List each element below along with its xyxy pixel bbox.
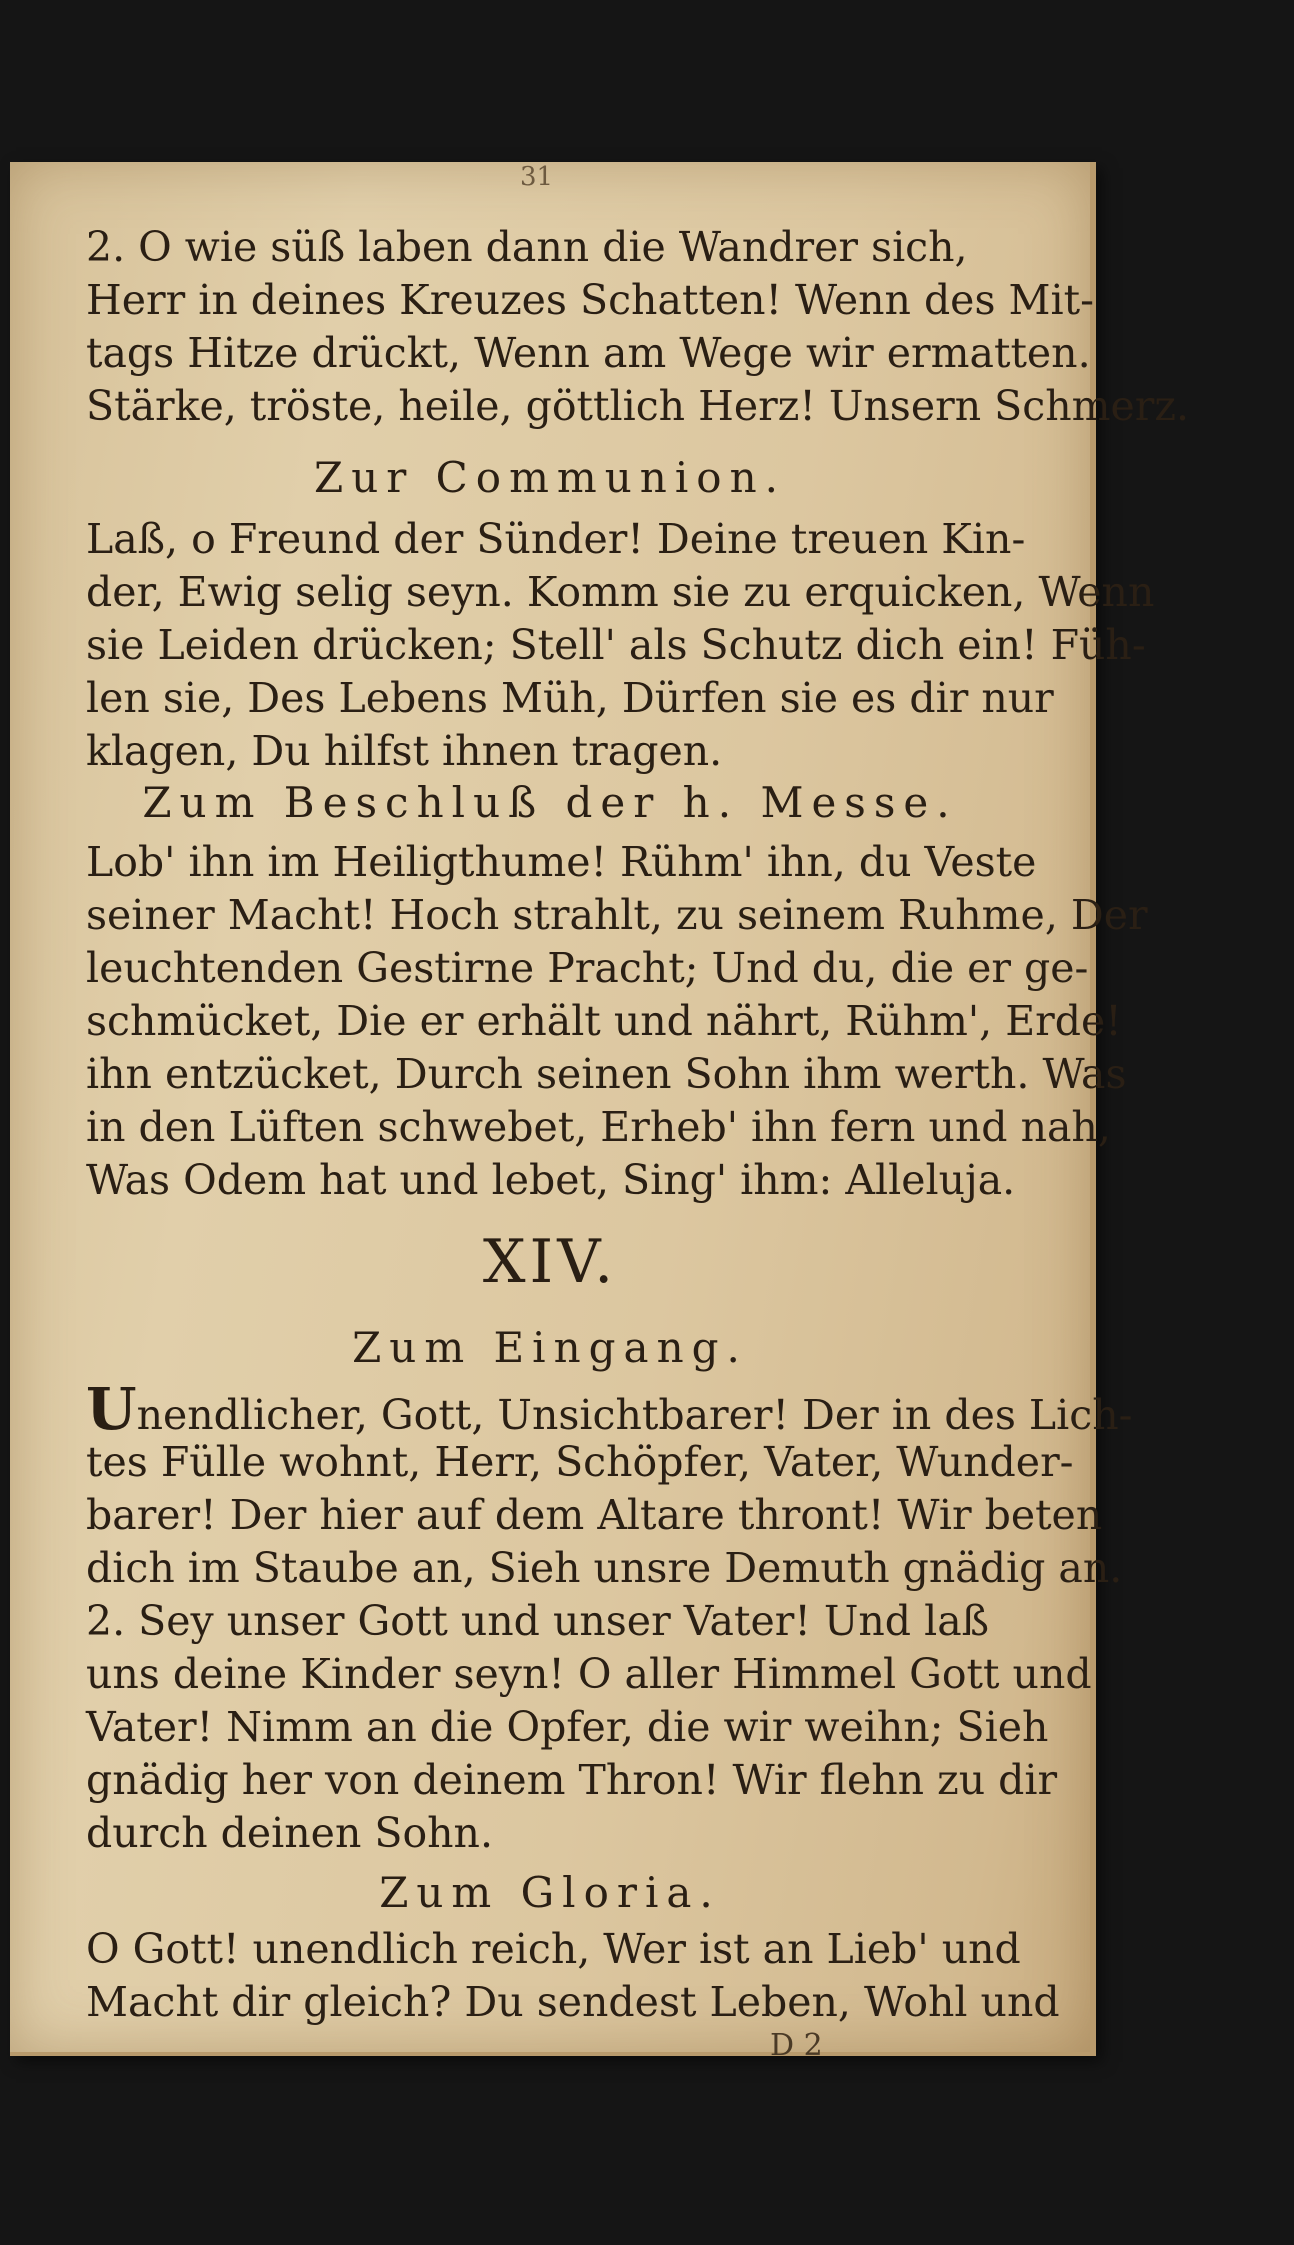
text-line: Stärke, tröste, heile, göttlich Herz! Unsern Schmerz. (86, 382, 1189, 430)
section-heading-entrance: Zum Eingang. (352, 1323, 748, 1372)
text-line: der, Ewig selig seyn. Komm sie zu erquicken, Wenn (86, 568, 1155, 616)
text-line: Was Odem hat und lebet, Sing' ihm: Alleluja. (86, 1156, 1016, 1204)
drop-cap: U (86, 1375, 137, 1443)
text-line-rest: nendlicher, Gott, Unsichtbarer! Der in des Lich- (136, 1391, 1133, 1439)
text-line: sie Leiden drücken; Stell' als Schutz dich ein! Füh- (86, 621, 1146, 669)
text-line: Vater! Nimm an die Opfer, die wir weihn; Sieh (86, 1703, 1049, 1751)
hymn-number: XIV. (482, 1227, 618, 1297)
text-line: O Gott! unendlich reich, Wer ist an Lieb' und (86, 1925, 1021, 1973)
text-line: ihn entzücket, Durch seinen Sohn ihm werth. Was (86, 1050, 1127, 1098)
text-line: uns deine Kinder seyn! O aller Himmel Gott und (86, 1650, 1092, 1698)
book-page (10, 162, 1189, 2063)
section-heading-closing: Zum Beschluß der h. Messe. (142, 778, 958, 827)
text-line: dich im Staube an, Sieh unsre Demuth gnädig an. (86, 1544, 1123, 1592)
text-line: 2. O wie süß laben dann die Wandrer sich, (86, 223, 968, 271)
text-line: klagen, Du hilfst ihnen tragen. (86, 727, 723, 775)
signature-mark: D 2 (770, 2028, 823, 2063)
text-line: Lob' ihn im Heiligthume! Rühm' ihn, du Veste (86, 838, 1037, 886)
text-line: in den Lüften schwebet, Erheb' ihn fern und nah, (86, 1103, 1111, 1151)
text-line: tags Hitze drückt, Wenn am Wege wir ermatten. (86, 329, 1091, 377)
text-line: gnädig her von deinem Thron! Wir flehn zu dir (86, 1756, 1058, 1804)
text-line: Herr in deines Kreuzes Schatten! Wenn des Mit- (86, 276, 1094, 324)
text-line: schmücket, Die er erhält und nährt, Rühm', Erde! (86, 997, 1122, 1045)
text-line: 2. Sey unser Gott und unser Vater! Und laß (86, 1597, 990, 1645)
text-line: seiner Macht! Hoch strahlt, zu seinem Ruhme, Der (86, 891, 1148, 939)
text-line: Laß, o Freund der Sünder! Deine treuen Kin- (86, 515, 1026, 563)
text-line: leuchtenden Gestirne Pracht; Und du, die er ge- (86, 944, 1089, 992)
text-line: barer! Der hier auf dem Altare thront! Wir beten (86, 1491, 1103, 1539)
text-line: durch deinen Sohn. (86, 1809, 493, 1857)
text-line: len sie, Des Lebens Müh, Dürfen sie es dir nur (86, 674, 1054, 722)
text-line: Macht dir gleich? Du sendest Leben, Wohl und (86, 1978, 1060, 2026)
text-line-first (86, 1375, 1133, 1443)
section-heading-gloria: Zum Gloria. (379, 1868, 721, 1917)
text-line: tes Fülle wohnt, Herr, Schöpfer, Vater, Wunder- (86, 1438, 1074, 1486)
section-heading-communion: Zur Communion. (314, 453, 786, 502)
page-number-top: 31 (520, 162, 554, 192)
